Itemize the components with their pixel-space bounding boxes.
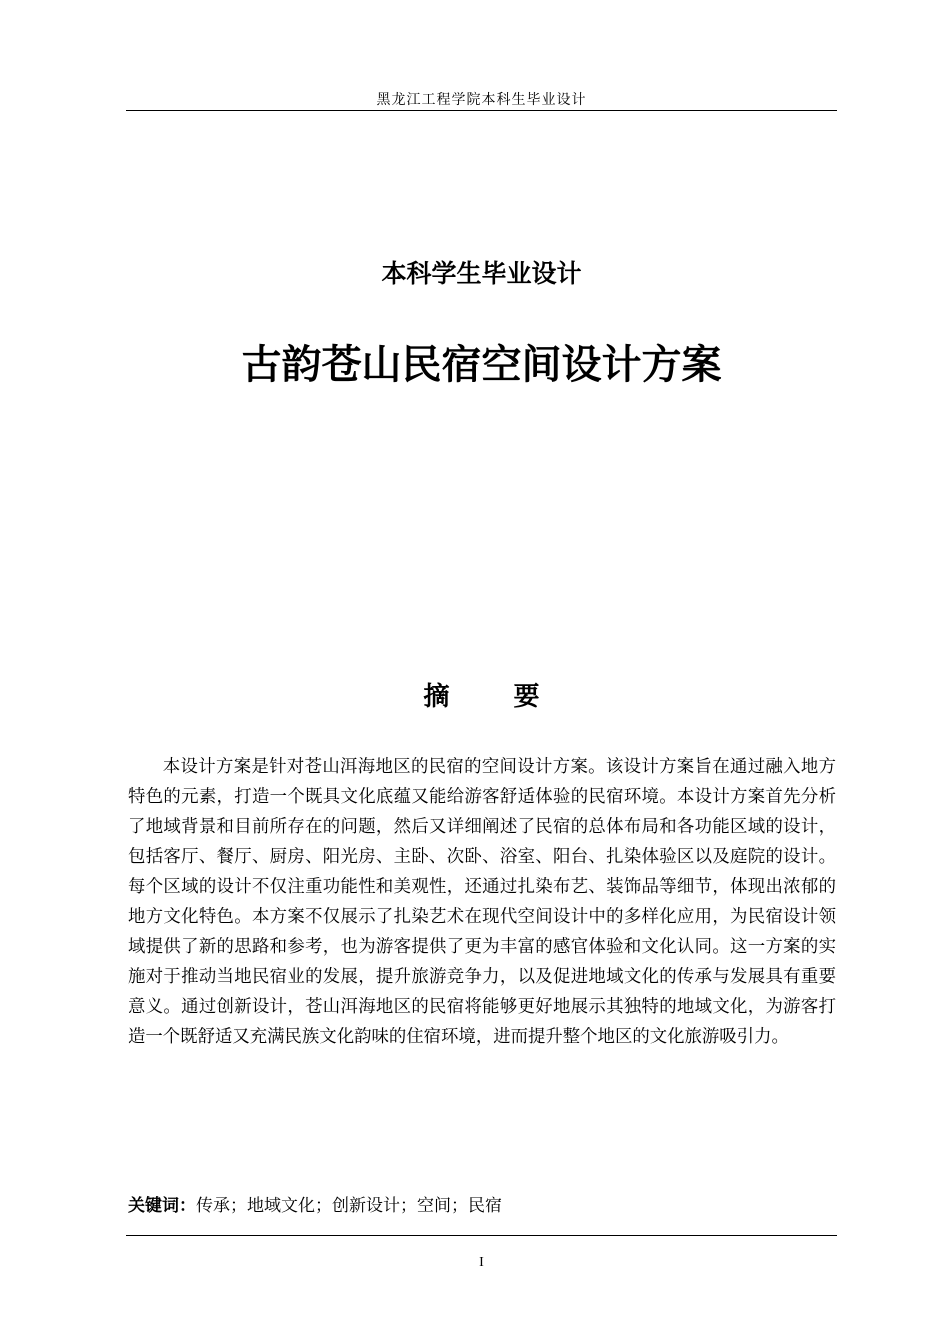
- thesis-title: 古韵苍山民宿空间设计方案: [241, 341, 722, 388]
- running-header: 黑龙江工程学院本科生毕业设计: [376, 92, 587, 108]
- header-divider: [126, 110, 837, 111]
- page-number: I: [479, 1255, 484, 1270]
- keywords-value: 传承；地域文化；创新设计；空间；民宿: [196, 1196, 502, 1216]
- abstract-body: 本设计方案是针对苍山洱海地区的民宿的空间设计方案。该设计方案旨在通过融入地方特色的元素，打造一个既具文化底蕴又能给游客舒适体验的民宿环境。本设计方案首先分析了地域背景和目前所存在的问题，然后又详细阐述了民宿的总体布局和各功能区域的设计，包括客厅、餐厅、厨房、阳光房、主卧、次卧、浴室、阳台、扎染体验区以及庭院的设计。每个区域的设计不仅注重功能性和美观性，还通过扎染布艺、装饰品等细节，体现出浓郁的地方文化特色。本方案不仅展示了扎染艺术在现代空间设计中的多样化应用，为民宿设计领域提供了新的思路和参考，也为游客提供了更为丰富的感官体验和文化认同。这一方案的实施对于推动当地民宿业的发展，提升旅游竞争力，以及促进地域文化的传承与发展具有重要意义。通过创新设计，苍山洱海地区的民宿将能够更好地展示其独特的地域文化，为游客打造一个既舒适又充满民族文化韵味的住宿环境，进而提升整个地区的文化旅游吸引力。: [128, 757, 836, 1047]
- keywords-label: 关键词：: [128, 1196, 196, 1216]
- footer-divider: [126, 1235, 837, 1236]
- abstract-heading: 摘要: [423, 682, 604, 712]
- keywords-line: [128, 1193, 836, 1219]
- thesis-type-subtitle: 本科学生毕业设计: [381, 259, 582, 288]
